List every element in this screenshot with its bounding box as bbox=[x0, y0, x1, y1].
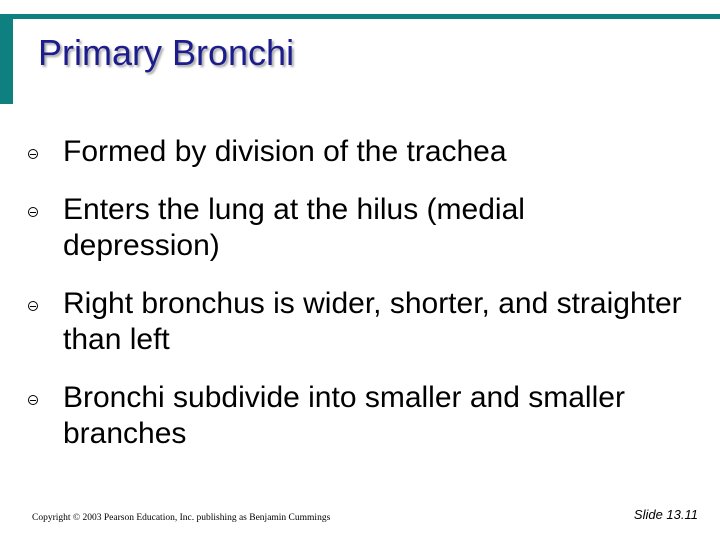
accent-bar-vertical bbox=[0, 14, 13, 104]
bullet-icon-wrap bbox=[28, 286, 63, 311]
bullet-icon-wrap bbox=[28, 380, 63, 405]
slide-title: Primary Bronchi bbox=[38, 32, 295, 73]
bullet-icon-wrap bbox=[28, 192, 63, 217]
theta-bullet-icon bbox=[28, 207, 38, 217]
bullet-list bbox=[28, 134, 688, 474]
theta-bullet-icon bbox=[28, 395, 38, 405]
bullet-text: Formed by division of the trachea bbox=[63, 135, 507, 168]
accent-bar-horizontal bbox=[13, 14, 720, 19]
bullet-item bbox=[28, 380, 688, 452]
bullet-item bbox=[28, 134, 688, 170]
bullet-text: Bronchi subdivide into smaller and smaller branches bbox=[63, 381, 625, 450]
bullet-item bbox=[28, 192, 688, 264]
theta-bullet-icon bbox=[28, 149, 38, 159]
copyright-notice: Copyright © 2003 Pearson Education, Inc. publishing as Benjamin Cummings bbox=[32, 513, 331, 523]
bullet-icon-wrap bbox=[28, 134, 63, 159]
bullet-item bbox=[28, 286, 688, 358]
slide-number: Slide 13.11 bbox=[633, 507, 698, 522]
bullet-text: Right bronchus is wider, shorter, and straighter than left bbox=[63, 287, 682, 356]
bullet-text: Enters the lung at the hilus (medial depression) bbox=[63, 193, 525, 262]
theta-bullet-icon bbox=[28, 301, 38, 311]
